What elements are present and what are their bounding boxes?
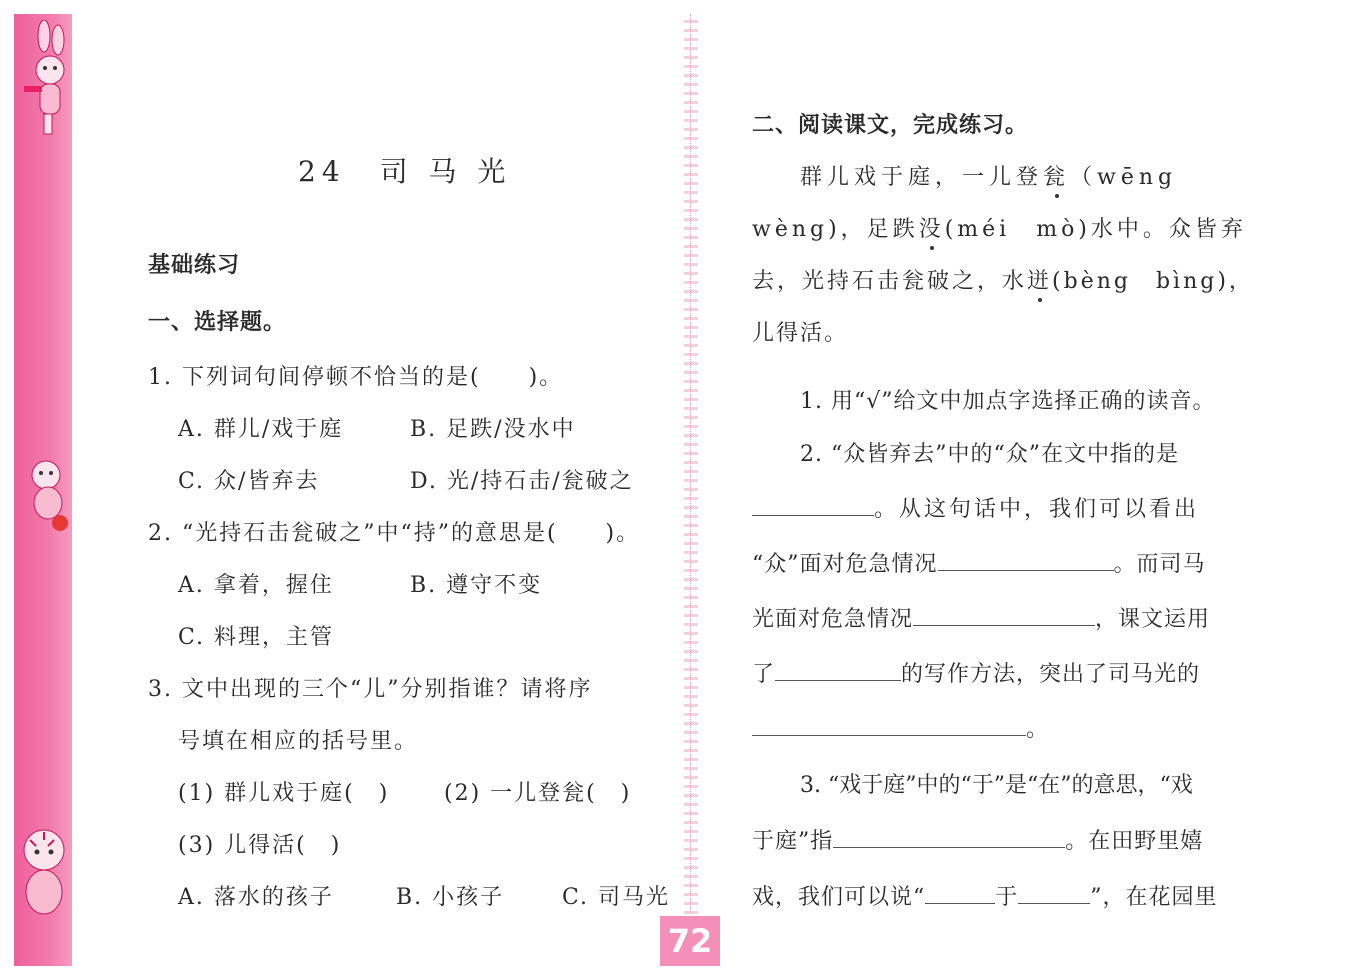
exercise-3-line3: 戏，我们可以说“ 于 ”，在花园里 (752, 880, 1218, 911)
answer-blank[interactable] (1018, 881, 1090, 904)
exercise-2-line1: 2. “众皆弃去”中的“众”在文中指的是 (800, 442, 1179, 467)
q2-option-a: A. 拿着，握住 (178, 573, 334, 598)
exercise-1: 1. 用“√”给文中加点字选择正确的读音。 (800, 389, 1216, 414)
answer-blank[interactable] (752, 713, 1026, 736)
question-3-stem-line1: 3. 文中出现的三个“儿”分别指谁？请将序 (148, 677, 593, 702)
exercise-3-line2: 于庭”指 。在田野里嬉 (752, 824, 1203, 855)
page-number-badge: 72 (660, 916, 720, 966)
dotted-char-beng: 迸 (1027, 269, 1053, 294)
page-fold-divider (684, 14, 698, 914)
passage-line-3: 去，光持石击瓮破之，水迸(bèng bìng)， (752, 269, 1254, 294)
q2-option-c: C. 料理，主管 (178, 625, 335, 650)
passage-line-4: 儿得活。 (752, 321, 849, 346)
answer-blank[interactable] (913, 603, 1095, 626)
multiple-choice-heading: 一、选择题。 (148, 310, 287, 335)
answer-blank[interactable] (833, 825, 1065, 848)
answer-blank[interactable] (938, 548, 1114, 571)
answer-blank[interactable] (752, 493, 874, 516)
answer-blank[interactable] (925, 881, 995, 904)
rabbit-mascot-icon (14, 20, 72, 140)
q3-sentence-3: (3) 儿得活( ) (178, 833, 342, 858)
q1-option-c: C. 众/皆弃去 (178, 469, 320, 494)
q3-sentence-1: (1) 群儿戏于庭( ) (178, 781, 390, 806)
dotted-char-mo: 没 (918, 217, 945, 242)
reading-section-heading: 二、阅读课文，完成练习。 (752, 113, 1029, 138)
q1-option-b: B. 足跌/没水中 (410, 417, 576, 442)
lesson-title: 24 司 马 光 (298, 155, 512, 188)
answer-blank[interactable] (775, 658, 901, 681)
exercise-2-line2: 。从这句话中，我们可以看出 (752, 492, 1199, 523)
tiger-mascot-icon (14, 820, 72, 920)
q3-option-c: C. 司马光 (562, 885, 671, 910)
exercise-2-line4: 光面对危急情况 ，课文运用 (752, 602, 1210, 633)
q2-option-b: B. 遵守不变 (410, 573, 543, 598)
passage-line-2: wèng)，足跌没(méi mò)水中。众皆弃 (752, 217, 1247, 242)
dotted-char-weng: 瓮 (1043, 165, 1071, 190)
q3-option-b: B. 小孩子 (396, 885, 505, 910)
q3-sentence-2: (2) 一儿登瓮( ) (444, 781, 632, 806)
exercise-2-line5: 了 的写作方法，突出了司马光的 (752, 657, 1200, 688)
q3-option-a: A. 落水的孩子 (178, 885, 334, 910)
q1-option-a: A. 群儿/戏于庭 (178, 417, 344, 442)
exercise-2-line6: 。 (752, 712, 1050, 743)
passage-line-1: 群儿戏于庭，一儿登瓮（wēng (800, 165, 1178, 190)
exercise-3-line1: 3. “戏于庭”中的“于”是“在”的意思，“戏 (800, 773, 1193, 798)
q1-option-d: D. 光/持石击/瓮破之 (410, 469, 634, 494)
cat-mascot-icon (14, 455, 72, 535)
question-3-stem-line2: 号填在相应的括号里。 (178, 729, 419, 754)
question-1-stem: 1. 下列词句间停顿不恰当的是( )。 (148, 365, 564, 390)
basic-practice-heading: 基础练习 (148, 253, 241, 278)
exercise-2-line3: “众”面对危急情况 。而司马 (752, 547, 1206, 578)
question-2-stem: 2. “光持石击瓮破之”中“持”的意思是( )。 (148, 521, 641, 546)
